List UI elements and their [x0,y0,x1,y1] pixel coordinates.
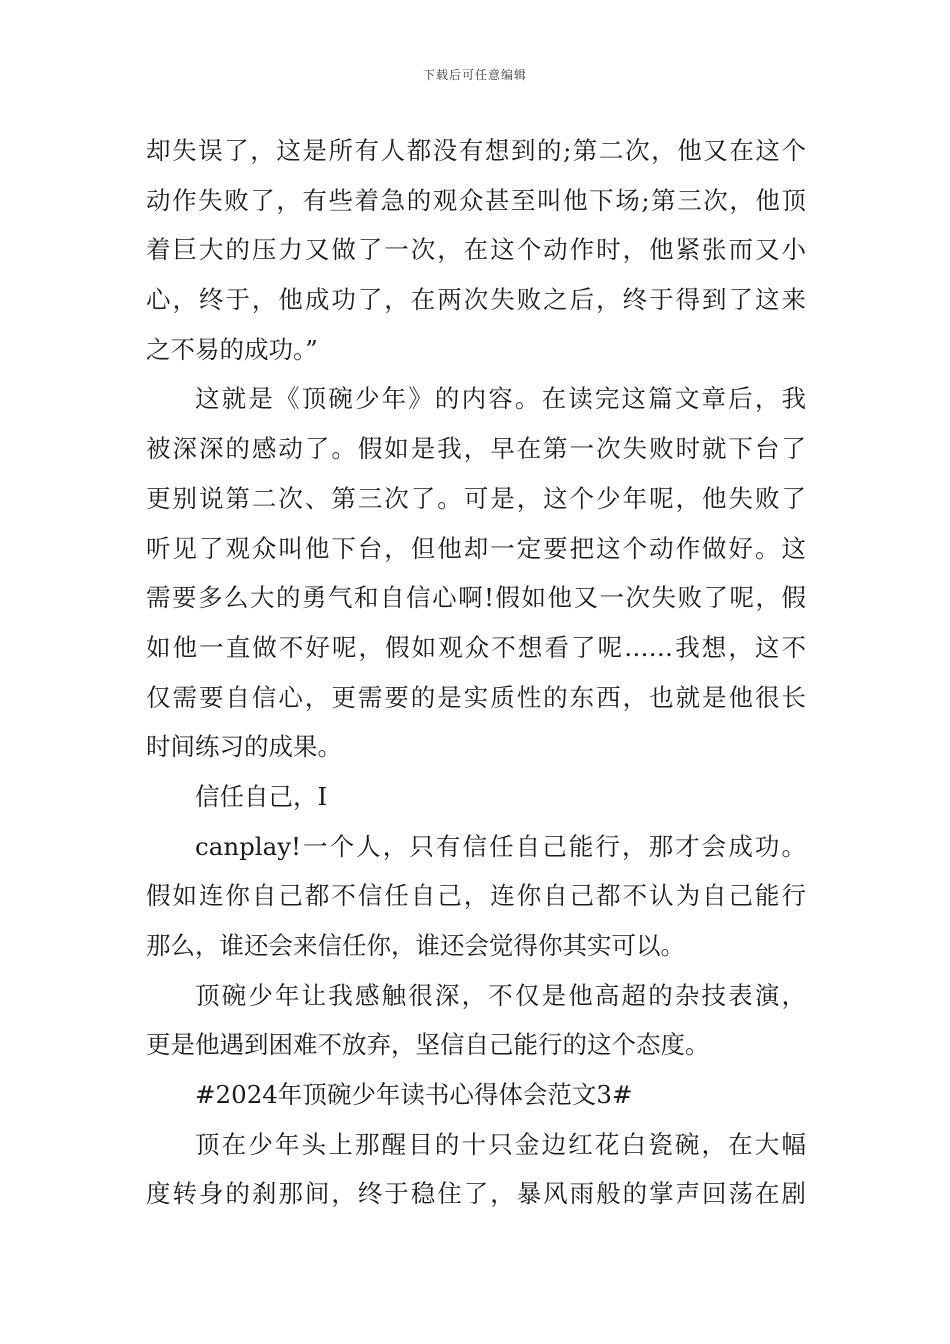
text-line: 那么，谁还会来信任你，谁还会觉得你其实可以。 [146,931,685,960]
text-line: 心，终于，他成功了，在两次失败之后，终于得到了这来 [146,285,806,315]
document-body [146,126,806,1219]
text-line: 仅需要自信心，更需要的是实质性的东西，也就是他很长 [146,682,806,712]
paragraph-start-line: 顶在少年头上那醒目的十只金边红花白瓷碗，在大幅 [195,1129,806,1159]
text-line: 时间练习的成果。 [146,732,342,762]
text-line: 听见了观众叫他下台，但他却一定要把这个动作做好。这 [146,533,806,563]
paragraph-start-line: 信任自己，I [195,781,328,811]
paragraph-start-line: 这就是《顶碗少年》的内容。在读完这篇文章后，我 [195,384,806,414]
text-line: 如他一直做不好呢，假如观众不想看了呢……我想，这不 [146,632,806,662]
text-line: 更是他遇到困难不放弃，坚信自己能行的这个态度。 [146,1030,710,1060]
text-line: 动作失败了，有些着急的观众甚至叫他下场;第三次，他顶 [146,185,806,215]
text-line: 需要多么大的勇气和自信心啊!假如他又一次失败了呢，假 [146,583,806,613]
text-line: 着巨大的压力又做了一次，在这个动作时，他紧张而又小 [146,235,806,265]
page-header: 下载后可任意编辑 [422,68,527,82]
paragraph-start-line: 顶碗少年让我感触很深，不仅是他高超的杂技表演， [195,980,806,1010]
text-line: 被深深的感动了。假如是我，早在第一次失败时就下台了 [146,434,806,464]
text-line: 度转身的刹那间，终于稳住了，暴风雨般的掌声回荡在剧 [146,1179,806,1209]
text-line: 却失误了，这是所有人都没有想到的;第二次，他又在这个 [146,136,806,165]
text-line: canplay!一个人，只有信任自己能行，那才会成功。 [195,831,806,861]
text-line: 更别说第二次、第三次了。可是，这个少年呢，他失败了 [146,483,806,513]
section-heading: #2024年顶碗少年读书心得体会范文3# [195,1080,633,1110]
text-line: 假如连你自己都不信任自己，连你自己都不认为自己能行 [146,881,806,911]
text-line: 之不易的成功。” [146,334,318,364]
